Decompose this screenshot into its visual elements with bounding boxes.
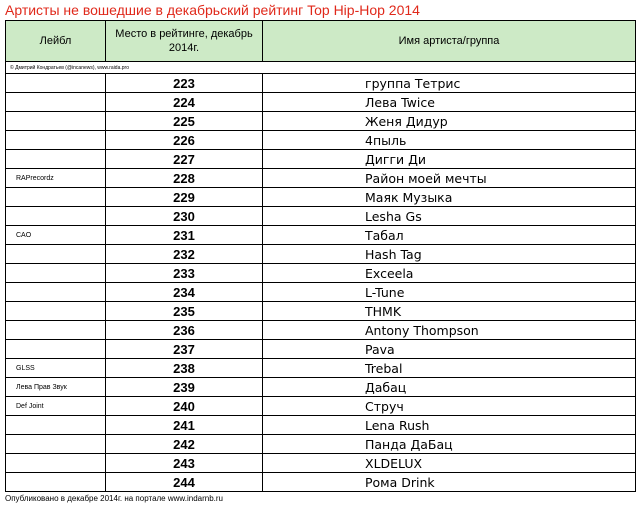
table-row (6, 245, 636, 264)
table-row (6, 150, 636, 169)
label-cell: CAO (6, 226, 106, 245)
table-row (6, 397, 636, 416)
table-row (6, 226, 636, 245)
table-row (6, 454, 636, 473)
artist-cell: XLDELUX (263, 454, 636, 473)
copyright-row (6, 62, 636, 74)
artist-cell: Hash Tag (263, 245, 636, 264)
rank-cell: 226 (106, 131, 263, 150)
rank-cell: 244 (106, 473, 263, 492)
column-header-rank: Место в рейтинге, декабрь 2014г. (106, 21, 263, 62)
rank-cell: 229 (106, 188, 263, 207)
label-cell (6, 321, 106, 340)
rank-cell: 233 (106, 264, 263, 283)
label-cell (6, 473, 106, 492)
table-row (6, 207, 636, 226)
rank-cell: 224 (106, 93, 263, 112)
artist-cell: Дигги Ди (263, 150, 636, 169)
rank-cell: 240 (106, 397, 263, 416)
rank-cell: 238 (106, 359, 263, 378)
rank-cell: 239 (106, 378, 263, 397)
page-title: Артисты не вошедшие в декабрьский рейтинг Top Hip-Hop 2014 (5, 2, 420, 18)
rank-cell: 230 (106, 207, 263, 226)
artist-cell: 4пыль (263, 131, 636, 150)
label-cell: RAPrecordz (6, 169, 106, 188)
rank-cell: 227 (106, 150, 263, 169)
rank-cell: 237 (106, 340, 263, 359)
artist-cell: Струч (263, 397, 636, 416)
artist-cell: Панда ДаБац (263, 435, 636, 454)
label-cell: GLSS (6, 359, 106, 378)
rating-table (5, 20, 636, 492)
label-cell (6, 283, 106, 302)
table-row (6, 359, 636, 378)
table-row (6, 112, 636, 131)
table-row (6, 131, 636, 150)
artist-cell: Exceela (263, 264, 636, 283)
label-cell (6, 416, 106, 435)
artist-cell: Лева Twice (263, 93, 636, 112)
table-row (6, 473, 636, 492)
label-cell: Def Joint (6, 397, 106, 416)
label-cell (6, 207, 106, 226)
rank-cell: 225 (106, 112, 263, 131)
table-row (6, 93, 636, 112)
table-row (6, 188, 636, 207)
artist-cell: группа Тетрис (263, 74, 636, 93)
artist-cell: THMK (263, 302, 636, 321)
table-row (6, 169, 636, 188)
table-row (6, 74, 636, 93)
table-row (6, 378, 636, 397)
rank-cell: 235 (106, 302, 263, 321)
label-cell (6, 245, 106, 264)
artist-cell: Район моей мечты (263, 169, 636, 188)
artist-cell: Pava (263, 340, 636, 359)
label-cell: Лева Прав Звук (6, 378, 106, 397)
table-row (6, 302, 636, 321)
header-row (6, 21, 636, 62)
table-row (6, 435, 636, 454)
artist-cell: Рома Drink (263, 473, 636, 492)
rating-table-body (6, 21, 636, 492)
label-cell (6, 112, 106, 131)
footer-note: Опубликовано в декабре 2014г. на портале www.indarnb.ru (5, 494, 223, 503)
table-row (6, 416, 636, 435)
label-cell (6, 188, 106, 207)
table-row (6, 321, 636, 340)
artist-cell: Trebal (263, 359, 636, 378)
table-row (6, 340, 636, 359)
label-cell (6, 131, 106, 150)
artist-cell: Lena Rush (263, 416, 636, 435)
copyright-note: © Дмитрий Кондратьев (@incanews), www.raida.pro (6, 62, 636, 74)
label-cell (6, 93, 106, 112)
label-cell (6, 74, 106, 93)
column-header-artist: Имя артиста/группа (263, 21, 636, 62)
artist-cell: Табал (263, 226, 636, 245)
artist-cell: Маяк Музыка (263, 188, 636, 207)
artist-cell: Antony Thompson (263, 321, 636, 340)
artist-cell: Женя Дидур (263, 112, 636, 131)
table-row (6, 264, 636, 283)
table-row (6, 283, 636, 302)
rank-cell: 242 (106, 435, 263, 454)
rank-cell: 231 (106, 226, 263, 245)
label-cell (6, 340, 106, 359)
artist-cell: Lesha Gs (263, 207, 636, 226)
label-cell (6, 302, 106, 321)
label-cell (6, 150, 106, 169)
label-cell (6, 454, 106, 473)
rank-cell: 234 (106, 283, 263, 302)
rank-cell: 223 (106, 74, 263, 93)
artist-cell: L-Tune (263, 283, 636, 302)
rank-cell: 228 (106, 169, 263, 188)
rank-cell: 232 (106, 245, 263, 264)
artist-cell: Дабац (263, 378, 636, 397)
column-header-label: Лейбл (6, 21, 106, 62)
rank-cell: 236 (106, 321, 263, 340)
rank-cell: 241 (106, 416, 263, 435)
rank-cell: 243 (106, 454, 263, 473)
label-cell (6, 435, 106, 454)
label-cell (6, 264, 106, 283)
